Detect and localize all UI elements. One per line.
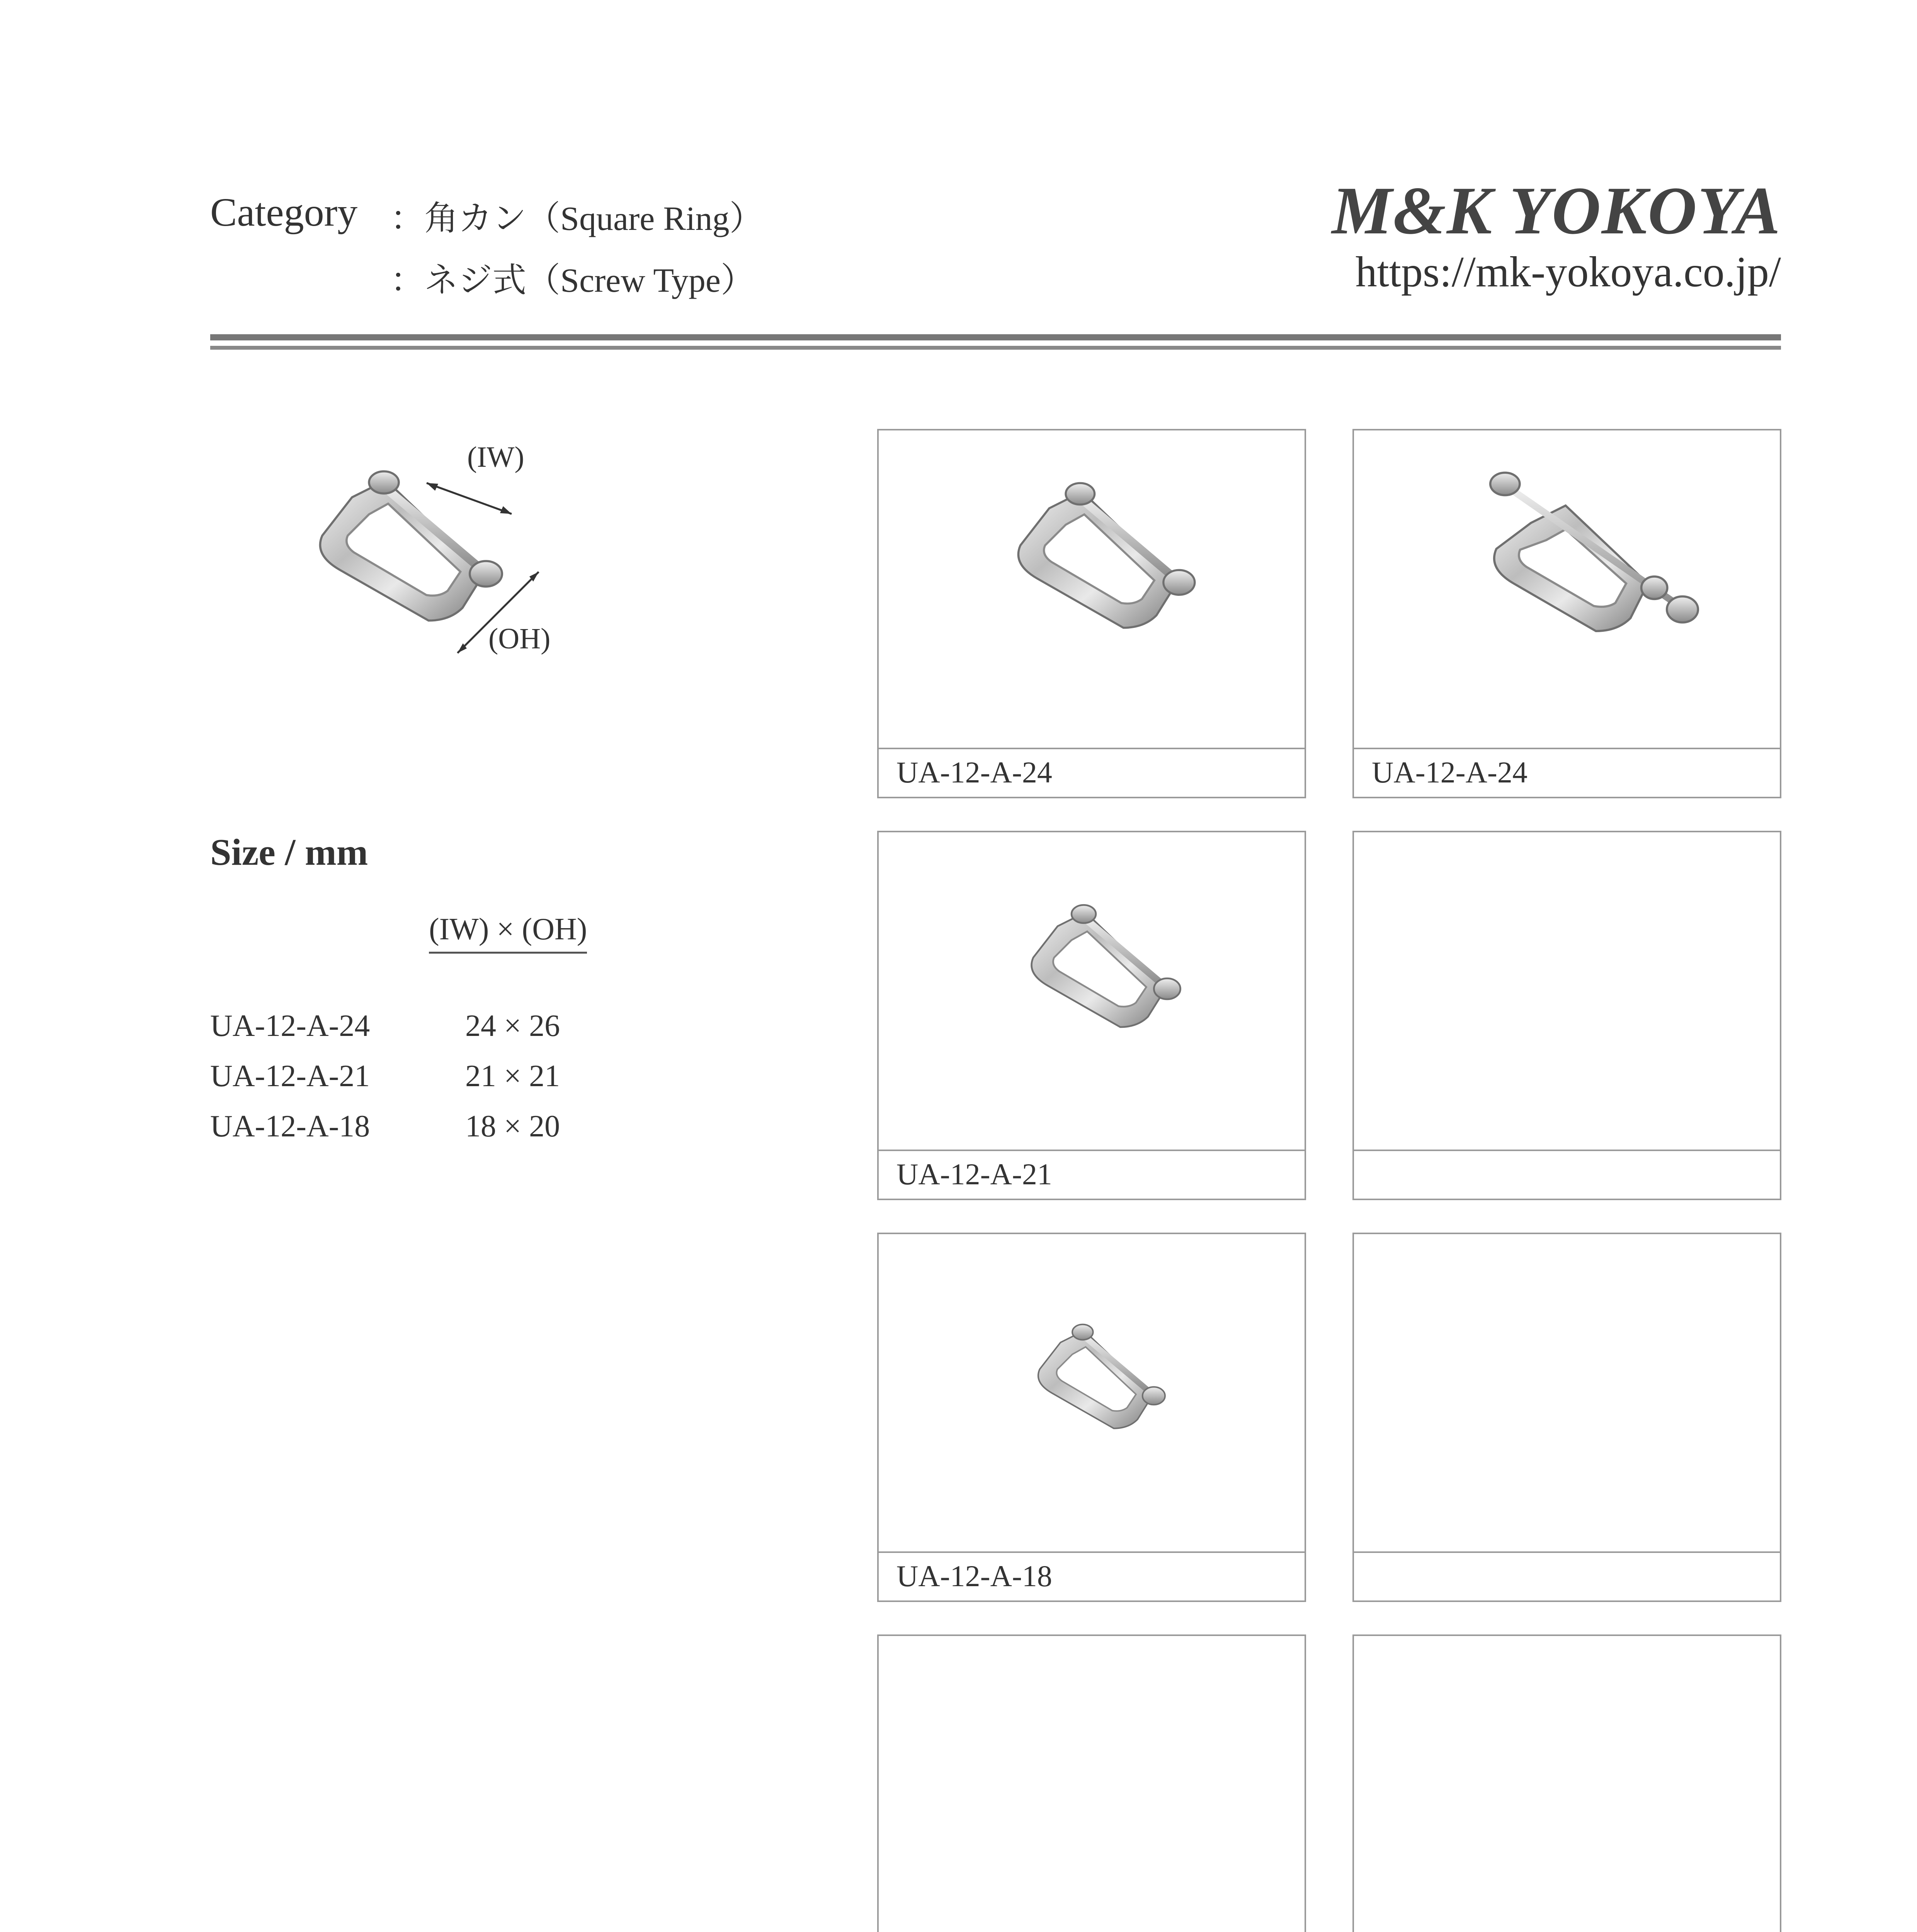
- size-row: [210, 1009, 560, 1044]
- product-photo: [1354, 430, 1780, 748]
- header-rule-thick: [210, 334, 1781, 340]
- product-card[interactable]: [877, 429, 1306, 798]
- size-dims: 21 × 21: [465, 1059, 560, 1093]
- product-card[interactable]: [877, 831, 1306, 1200]
- category-label: Category: [210, 190, 358, 235]
- size-model: UA-12-A-18: [210, 1109, 370, 1143]
- product-caption: UA-12-A-21: [879, 1150, 1305, 1199]
- product-caption: UA-12-A-24: [1354, 748, 1780, 797]
- product-photo: [879, 430, 1305, 748]
- square-ring-image: [879, 430, 1305, 748]
- size-dims: 24 × 26: [465, 1009, 560, 1043]
- size-dims: 18 × 20: [465, 1109, 560, 1143]
- size-row: [210, 1059, 560, 1094]
- product-caption: UA-12-A-18: [879, 1551, 1305, 1600]
- category-square-ring: ：角カン（Square Ring）: [390, 200, 764, 238]
- product-photo: [1354, 1636, 1780, 1932]
- product-card-empty: [1352, 1634, 1781, 1932]
- website-url[interactable]: https://mk-yokoya.co.jp/: [1355, 248, 1781, 296]
- size-row: [210, 1109, 560, 1144]
- product-caption: [1354, 1551, 1780, 1600]
- square-ring-image: [879, 1234, 1305, 1551]
- product-caption: UA-12-A-24: [879, 748, 1305, 797]
- size-model: UA-12-A-24: [210, 1009, 370, 1043]
- product-card[interactable]: [1352, 429, 1781, 798]
- product-photo: [879, 1636, 1305, 1932]
- product-photo: [879, 1234, 1305, 1551]
- size-table-header: (IW) × (OH): [429, 912, 587, 954]
- size-title: Size / mm: [210, 832, 368, 873]
- square-ring-image: [879, 832, 1305, 1150]
- product-card-empty: [1352, 1233, 1781, 1602]
- brand-logo: M&K YOKOYA: [1332, 173, 1781, 248]
- product-card-empty: [1352, 831, 1781, 1200]
- product-card-empty: [877, 1634, 1306, 1932]
- square-ring-open-image: [1354, 430, 1780, 748]
- product-card[interactable]: [877, 1233, 1306, 1602]
- size-model: UA-12-A-21: [210, 1059, 370, 1093]
- iw-label: (IW): [467, 441, 524, 473]
- oh-label: (OH): [488, 622, 551, 655]
- ring-diagram-image: [210, 425, 635, 703]
- product-photo: [879, 832, 1305, 1150]
- dimension-diagram: [210, 425, 635, 703]
- header-rule-thin: [210, 346, 1781, 350]
- product-caption: [1354, 1150, 1780, 1199]
- product-photo: [1354, 1234, 1780, 1551]
- category-screw-type: ：ネジ式（Screw Type）: [390, 262, 755, 299]
- product-photo: [1354, 832, 1780, 1150]
